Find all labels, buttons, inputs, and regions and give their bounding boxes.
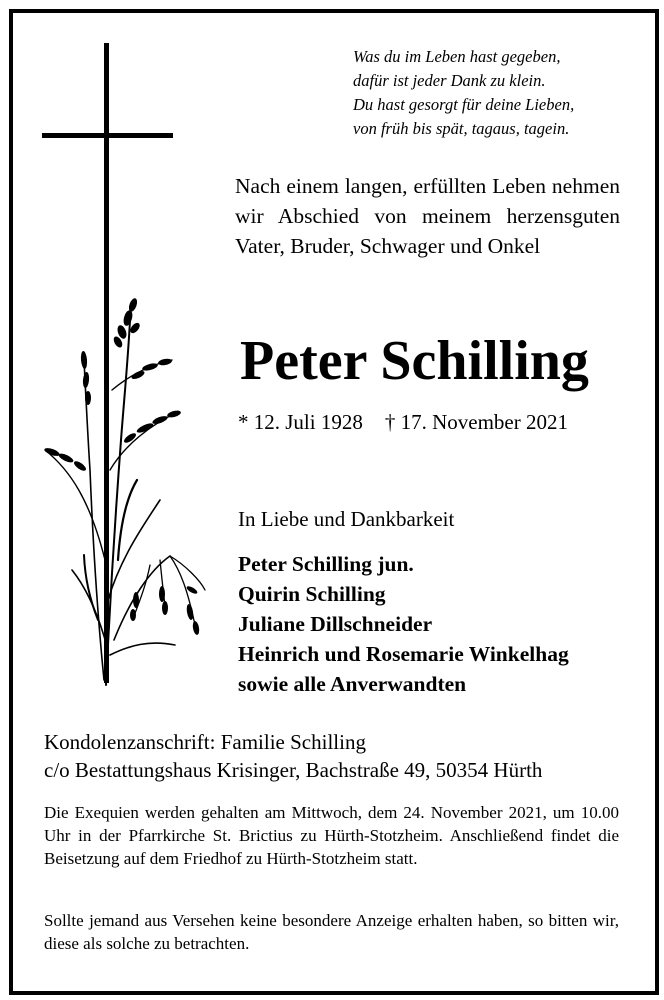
cross-icon bbox=[42, 43, 173, 683]
poem-line: dafür ist jeder Dank zu klein. bbox=[353, 71, 546, 90]
memorial-poem bbox=[353, 45, 643, 141]
condolence-address bbox=[44, 728, 634, 784]
grass-illustration bbox=[45, 320, 205, 685]
notice-text: Sollte jemand aus Versehen keine besondere Anzeige erhalten haben, so bitten wir, diese als solche zu betrachten. bbox=[44, 911, 619, 953]
birth-date: * 12. Juli 1928 bbox=[238, 410, 363, 434]
mourner-name: Quirin Schilling bbox=[238, 582, 386, 606]
funeral-details: Die Exequien werden gehalten am Mittwoch, dem 24. November 2021, um 10.00 Uhr in der Pfarrkirche St. Brictius zu Hürth-Stotzheim. Anschließend findet die Beisetzung auf dem Friedhof zu Hürth-Stotzheim statt. bbox=[44, 803, 619, 868]
poem-line: Was du im Leben hast gegeben, bbox=[353, 47, 561, 66]
life-dates bbox=[238, 407, 638, 437]
condolence-line-2: c/o Bestattungshaus Krisinger, Bachstraße 49, 50354 Hürth bbox=[44, 758, 543, 782]
poem-line: von früh bis spät, tagaus, tagein. bbox=[353, 119, 570, 138]
condolence-line-1: Kondolenzanschrift: Familie Schilling bbox=[44, 730, 366, 754]
deceased-name: Peter Schilling bbox=[240, 330, 589, 392]
grass-seed-heads bbox=[43, 297, 200, 635]
mourner-name: Heinrich und Rosemarie Winkelhag bbox=[238, 642, 569, 666]
mourner-name: Juliane Dillschneider bbox=[238, 612, 433, 636]
mourner-name: Peter Schilling jun. bbox=[238, 552, 414, 576]
intro-text: Nach einem langen, erfüllten Leben nehmen wir Abschied von meinem herzensguten Vater, Bruder, Schwager und Onkel bbox=[235, 174, 620, 258]
poem-line: Du hast gesorgt für deine Lieben, bbox=[353, 95, 575, 114]
mourners-list bbox=[238, 549, 569, 699]
death-date: † 17. November 2021 bbox=[384, 410, 568, 434]
mourner-name: sowie alle Anverwandten bbox=[238, 672, 467, 696]
love-line: In Liebe und Dankbarkeit bbox=[238, 507, 455, 531]
